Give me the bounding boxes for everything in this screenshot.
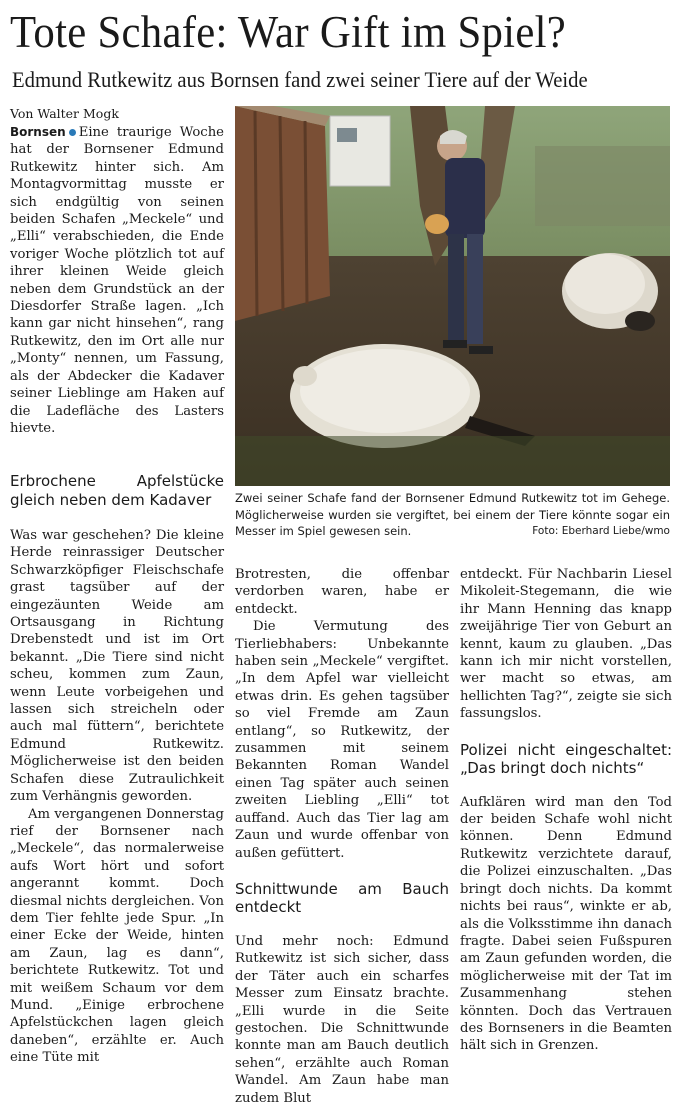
paragraph-5: Und mehr noch: Edmund Rutkewitz ist sich sicher, dass der Täter auch ein scharfes Messer zum Einsatz brachte. „Elli wurde in die Seite gestochen. Die Schnittwunde konnte man am Bauch deutlich sehen“, erzählte auch Roman Wandel. Am Zaun habe man zudem Blut [235,933,449,1106]
column-1 [10,527,224,1067]
article-photo [235,106,670,486]
paragraph-1: Was war geschehen? Die kleine Herde reinrassiger Deutscher Schwarzköpfiger Fleischschafe grast tagsüber auf der eingezäunten Weide am Ortsausgang in Richtung Drebenstedt und ist im Ort bekannt. „Die Tiere sind nicht scheu, kommen zum Zaun, wenn Leute vorbeigehen und lassen sich streicheln oder auch mal füttern“, berichtete Edmund Rutkewitz. Möglicherweise ist den beiden Schafen diese Zutraulichkeit zum Verhängnis geworden. [10,528,224,805]
byline: Von Walter Mogk [10,106,119,121]
paragraph-3: Brotresten, die offenbar verdorben waren, habe er entdeckt. [235,567,449,617]
paragraph-6: entdeckt. Für Nachbarin Liesel Mikoleit-Stegemann, die wie ihr Mann Henning das knapp zweijährige Tier von Geburt an kennt, kaum zu glauben. „Das kann ich mir nicht vorstellen, wer macht so etwas, am hellichten Tag?“, zeigte sie sich fassungslos. [460,567,672,722]
dateline: Bornsen [10,125,66,139]
paragraph-2: Am vergangenen Donnerstag rief der Bornsener nach „Meckele“, das normalerweise aufs Wort hört und sofort angerannt kommt. Doch diesmal nichts dergleichen. Von dem Tier fehlte jede Spur. „In einer Ecke der Weide, hinten am Zaun, lag es dann“, berichtete Rutkewitz. Tot und mit weißem Schaum vor dem Mund. „Einige erbrochene Apfelstückchen lagen gleich daneben“, erzählte er. Auch eine Tüte mit [10,806,224,1066]
subheadline: Edmund Rutkewitz aus Bornsen fand zwei seiner Tiere auf der Weide [12,67,588,92]
photo-credit: Foto: Eberhard Liebe/wmo [532,525,670,537]
paragraph-7: Aufklären wird man den Tod der beiden Schafe wohl nicht können. Denn Edmund Rutkewitz verzichtete darauf, die Polizei einzuschalten. „Das bringt doch nichts. Da kommt nichts bei raus“, winkte er ab, als die Volksstimme ihn danach fragte. Dabei seien Fußspuren am Zaun gefunden worden, die möglicherweise mit der Tat im Zusammenhang stehen könnten. Doch das Vertrauen des Bornseners in die Beamten hält sich in Grenzen. [460,794,672,1054]
paragraph-4: Die Vermutung des Tierliebhabers: Unbekannte haben sein „Meckele“ vergiftet. „In dem Apfel war vielleicht etwas drin. Es gehen tagsüber so viel Fremde am Zaun entlang“, so Rutkewitz, der zusammen mit seinem Bekannten Roman Wandel einen Tag später auch seinen zweiten Liebling „Elli“ tot auffand. Auch das Tier lag am Zaun und wurde offenbar von außen gefüttert. [235,619,449,861]
subheading-1: Erbrochene Apfelstücke gleich neben dem Kadaver [10,472,224,509]
sheep-photo-illustration [235,106,670,486]
photo-caption [235,490,670,540]
subheading-2: Schnittwunde am Bauch entdeckt [235,879,449,917]
lead-text: Eine traurige Woche hat der Bornsener Edmund Rutkewitz hinter sich. Am Montagvormittag musste er sich endgültig von seinen beiden Schafen „Meckele“ und „Elli“ verabschieden, die Ende voriger Woche plötzlich tot auf ihrer kleinen Weide gleich neben dem Grundstück an der Diesdorfer Straße lagen. „Ich kann gar nicht hinsehen“, rang Rutkewitz, den im Ort alle nur „Monty“ nennen, um Fassung, als der Abdecker die Kadaver seiner Lieblinge am Haken auf die Ladefläche des Lasters hievte. [10,125,224,436]
column-3 [460,566,672,1055]
lead-column [10,106,224,437]
subheading-3: Polizei nicht eingeschaltet: „Das bringt doch nichts“ [460,740,672,778]
caption-text: Zwei seiner Schafe fand der Bornsener Edmund Rutkewitz tot im Gehege. Möglicherweise wurden sie vergiftet, bei einem der Tiere könnte sogar ein Messer im Spiel gewesen sein. [235,491,670,538]
subheading-1-block [10,472,224,509]
column-2 [235,566,449,1107]
bullet-dot-icon [69,129,76,136]
lead-paragraph [10,124,224,437]
headline: Tote Schafe: War Gift im Spiel? [10,7,567,57]
